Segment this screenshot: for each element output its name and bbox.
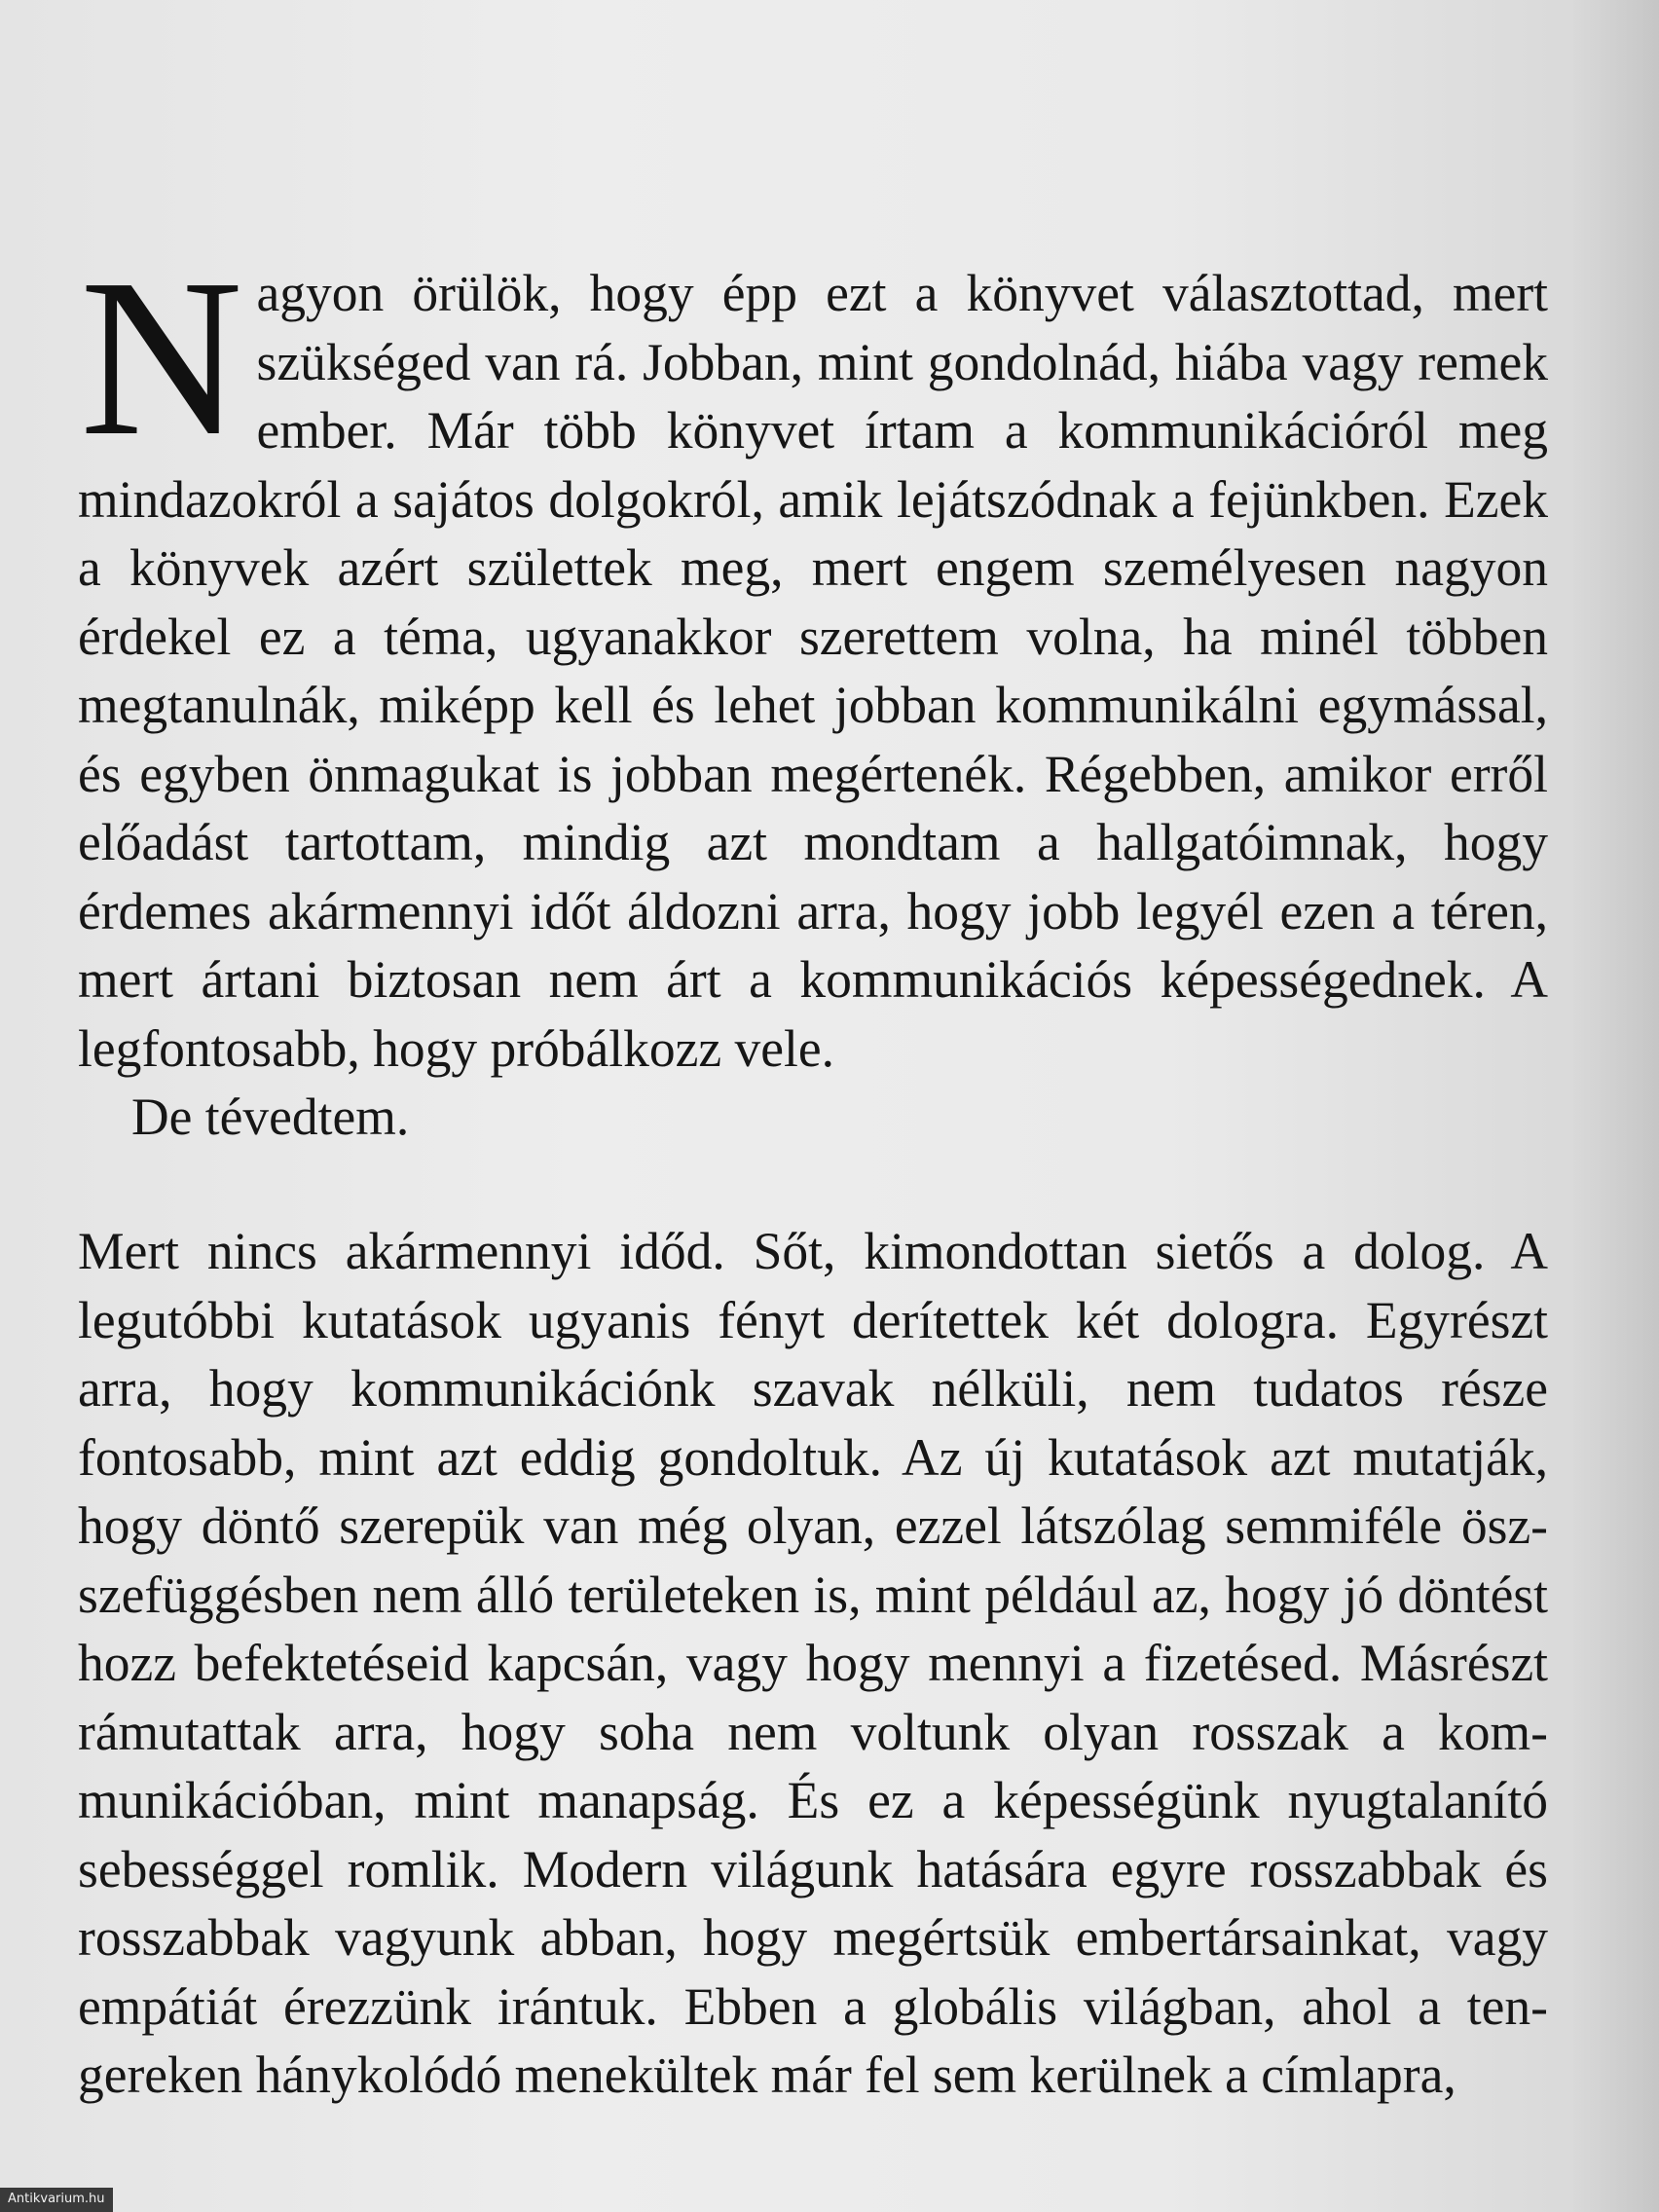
body-paragraph: Mert nincs akármennyi időd. Sőt, kimondottan sietős a dolog. A legutóbbi kutatások ugyanis fényt derítettek két dologra. Egyrészt arra, hogy kommunikációnk szavak nélküli, nem tudatos része fontosabb, mint azt eddig gondoltuk. Az új kutatások azt mutatják, hogy döntő szerepük van még olyan, ezzel látszólag semmiféle öszszefüggésben nem álló területeken is, mint például az, hogy jó döntést hozz befektetéseid kapcsán, vagy hogy mennyi a fizetésed. Másrészt rámutattak arra, hogy soha nem voltunk olyan rosszak a kommunikációban, mint manapság. És ez a képességünk nyugtalanító sebességgel romlik. Modern világunk hatására egyre rosszabbak és rosszabbak vagyunk abban, hogy megértsük embertársainkat, vagy empátiát érezzünk irántuk. Ebben a globális világban, ahol a tengereken hánykolódó menekültek már fel sem kerülnek a címlapra, <box>78 1222 1548 2104</box>
short-paragraph: De tévedtem. <box>131 1088 410 1146</box>
opening-section <box>78 233 1548 1152</box>
watermark: Antikvarium.hu <box>0 2188 113 2212</box>
drop-cap: N <box>80 233 243 483</box>
page-edge-shadow <box>1571 0 1659 2212</box>
opening-paragraph: agyon örülök, hogy épp ezt a könyvet választottad, mert szükséged van rá. Jobban, mint gondolnád, hiába vagy remek ember. Már több könyvet írtam a kommunikációról meg mindazokról a sajátos dolgokról, amik lejátszódnak a fejünkben. Ezek a könyvek azért születtek meg, mert engem személyesen nagyon érdekel ez a téma, ugyanakkor szerettem volna, ha minél többen megtanulnák, miképp kell és lehet jobban kommunikálni egymással, és egyben önmagukat is jobban megértenék. Régebben, amikor erről előadást tartottam, mindig azt mondtam a hallgatóimnak, hogy érdemes akármennyi időt áldozni arra, hogy jobb legyél ezen a téren, mert ártani biztosan nem árt a kommunikációs képességednek. A legfontosabb, hogy próbálkozz vele. <box>78 264 1548 1078</box>
second-section <box>78 1217 1548 2110</box>
